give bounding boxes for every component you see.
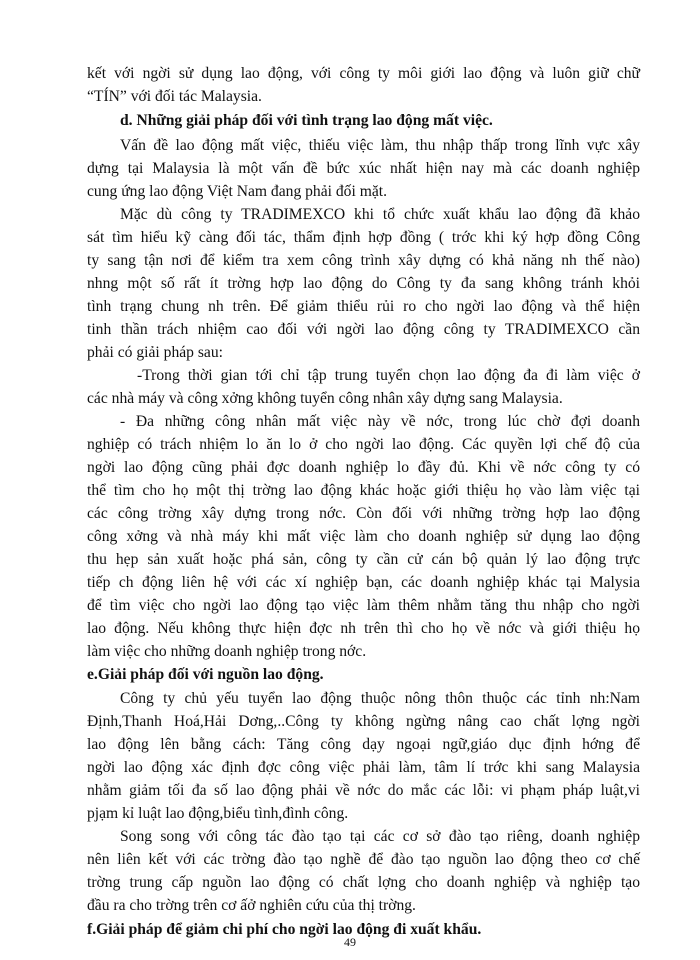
text-line: - Đa những công nhân mất việc này về nớc, trong lúc chờ đợi doanh (120, 413, 640, 430)
text-line: pjạm kỉ luật lao động,biểu tình,đình công. (87, 805, 349, 822)
text-line: đầu ra cho trờng trên cơ ấở nghiên cứu của thị trờng. (87, 897, 416, 914)
section-heading-d: d. Những giải pháp đối với tình trạng lao động mất việc. (120, 112, 493, 129)
page-number: 49 (344, 935, 356, 949)
section-heading-f: f.Giải pháp để giảm chi phí cho ngời lao động đi xuất khẩu. (87, 921, 482, 938)
text-line: nên liên kết với các trờng đào tạo nghề để đào tạo nguồn lao động theo cơ chế (87, 851, 640, 868)
text-line: nghiệp có trách nhiệm lo ăn lo ở cho ngời lao động. Các quyền lợi chế độ của (87, 436, 640, 453)
text-line: nhằm giảm tối đa số lao động phải về nớc do mắc các lỗi: vi phạm pháp luật,vi (87, 782, 640, 799)
text-line: công xởng và nhà máy khi mất việc làm cho doanh nghiệp sử dụng lao động (87, 528, 640, 545)
text-line: Mặc dù công ty TRADIMEXCO khi tổ chức xuất khẩu lao động đã khảo (120, 206, 640, 223)
text-line: lao động lên bằng cách: Tăng công dạy ngoại ngữ,giáo dục định hớng để (87, 736, 640, 753)
text-line: tiếp ch động liên hệ với các xí nghiệp bạn, các doanh nghiệp khác tại Malysia (87, 574, 640, 591)
text-line: tinh thần trách nhiệm cao đối với ngời lao động công ty TRADIMEXCO cần (87, 321, 640, 338)
text-line: dựng tại Malaysia là một vấn đề bức xúc nhất hiện nay mà các doanh nghiệp (87, 160, 640, 177)
text-line: trờng trung cấp nguồn lao động có chất lợng cho doanh nghiệp và nghiệp tạo (87, 874, 640, 891)
text-line: thể tìm cho họ một thị trờng lao động khác hoặc giới thiệu họ vào làm việc tại (87, 482, 640, 499)
text-line: sát tìm hiểu kỹ càng đối tác, thẩm định hợp đồng ( trớc khi ký hợp đồng Công (87, 229, 640, 246)
text-line: Công ty chủ yếu tuyển lao động thuộc nông thôn thuộc các tỉnh nh:Nam (120, 690, 640, 707)
text-line: Song song với công tác đào tạo tại các cơ sở đào tạo riêng, doanh nghiệp (120, 828, 640, 845)
text-line: tình trạng chung nh trên. Để giảm thiểu rủi ro cho ngời lao động và thể hiện (87, 298, 640, 315)
text-line: ngời lao động cũng phải đợc doanh nghiệp lo đầy đủ. Khi về nớc công ty có (87, 459, 640, 476)
text-line: “TÍN” với đối tác Malaysia. (87, 88, 262, 105)
text-line: nhng một số rất ít trờng hợp lao động do Công ty đa sang không tránh khỏi (87, 275, 640, 292)
text-line: làm việc cho những doanh nghiệp trong nớc. (87, 643, 367, 660)
text-line: lao động. Nếu không thực hiện đợc nh trên thì cho họ về nớc và giới thiệu họ (87, 620, 640, 637)
text-line: các nhà máy và công xởng không tuyển công nhân xây dựng sang Malaysia. (87, 390, 563, 407)
text-line: cung ứng lao động Việt Nam đang phải đối mặt. (87, 183, 387, 200)
section-heading-e: e.Giải pháp đối với nguồn lao động. (87, 666, 324, 683)
text-line: thu hẹp sản xuất hoặc phá sản, công ty cần cử cán bộ quản lý lao động trực (87, 551, 640, 568)
text-line: kết với ngời sử dụng lao động, với công ty môi giới lao động và luôn giữ chữ (87, 65, 640, 82)
text-line: Định,Thanh Hoá,Hải Dơng,..Công ty không ngừng nâng cao chất lợng ngời (87, 713, 640, 730)
text-line: phải có giải pháp sau: (87, 344, 223, 361)
text-line: ngời lao động xác định đợc công việc phải làm, tâm lí trớc khi sang Malaysia (87, 759, 640, 776)
text-line: -Trong thời gian tới chỉ tập trung tuyển chọn lao động đa đi làm việc ở (137, 367, 640, 384)
text-line: ty sang tận nơi để kiểm tra xem công trình xây dựng có khả năng nh thế nào) (87, 252, 640, 269)
text-line: các công trờng xây dựng trong nớc. Còn đối với những trờng hợp lao động (87, 505, 640, 522)
text-line: để tìm việc cho ngời lao động tạo việc làm thêm nhằm tăng thu nhập cho ngời (87, 597, 640, 614)
text-line: Vấn đề lao động mất việc, thiếu việc làm, thu nhập thấp trong lĩnh vực xây (120, 137, 640, 154)
